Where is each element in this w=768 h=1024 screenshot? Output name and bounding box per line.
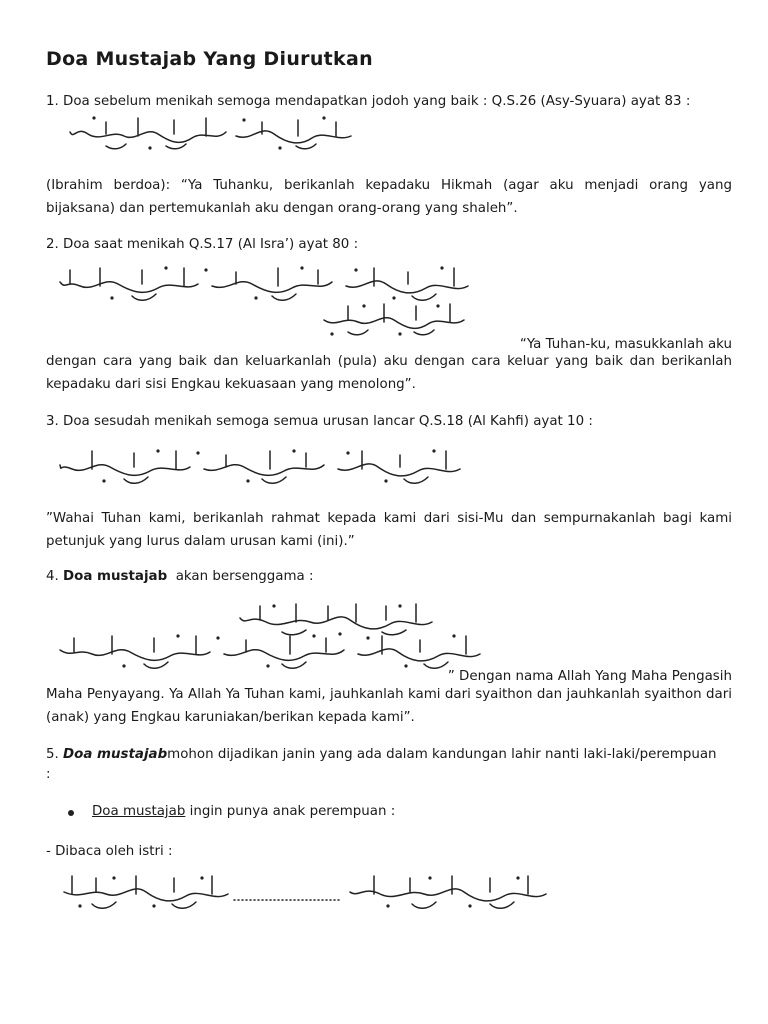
section-3-heading: 3. Doa sesudah menikah semoga semua urusan lancar Q.S.18 (Al Kahfi) ayat 10 :: [46, 414, 593, 429]
section-2-heading: 2. Doa saat menikah Q.S.17 (Al Isra’) ayat 80 :: [46, 237, 359, 252]
section-5-keyword: Doa mustajab: [63, 747, 168, 762]
section-4-keyword: Doa mustajab: [63, 569, 168, 584]
arabic-verse-1: [66, 112, 356, 154]
section-5-dash-note: - Dibaca oleh istri :: [46, 844, 173, 859]
section-1-heading: 1. Doa sebelum menikah semoga mendapatkan jodoh yang baik : Q.S.26 (Asy-Syuara) ayat 83 :: [46, 94, 691, 109]
section-4-translation-lead: ” Dengan nama Allah Yang Maha Pengasih: [447, 669, 732, 684]
bullet-dot: [68, 810, 74, 816]
section-5-bullet-rest: ingin punya anak perempuan :: [189, 804, 396, 819]
section-5-number: 5.: [46, 747, 59, 762]
arabic-verse-3: [56, 445, 466, 489]
section-4-heading: [46, 566, 732, 589]
section-4-number: 4.: [46, 569, 59, 584]
section-4-heading-rest: akan bersenggama :: [175, 569, 314, 584]
section-1-translation: (Ibrahim berdoa): “Ya Tuhanku, berikanlah kepadaku Hikmah (agar aku menjadi orang yang bijaksana) dan pertemukanlah aku dengan orang-orang yang shaleh”.: [46, 178, 732, 216]
section-4-translation: Maha Penyayang. Ya Allah Ya Tuhan kami, jauhkanlah kami dari syaithon dan jauhkanlah syaithon dari (anak) yang Engkau karuniakan/berikan kepada kami”.: [46, 687, 732, 725]
section-2-translation: dengan cara yang baik dan keluarkanlah (pula) aku dengan cara keluar yang baik dan berikanlah kepadaku dari sisi Engkau kekuasaan yang menolong”.: [46, 354, 732, 392]
section-2-translation-lead: “Ya Tuhan-ku, masukkanlah aku: [519, 337, 732, 352]
section-3-translation: ”Wahai Tuhan kami, berikanlah rahmat kepada kami dari sisi-Mu dan sempurnakanlah bagi kami petunjuk yang lurus dalam urusan kami (ini).”: [46, 511, 732, 549]
section-5-bullet: [92, 801, 732, 824]
arabic-verse-2a: [56, 262, 476, 304]
page-title: Doa Mustajab Yang Diurutkan: [46, 48, 373, 70]
arabic-verse-5: [58, 872, 552, 914]
document-page: [46, 0, 732, 1024]
doa-mustajab-link[interactable]: Doa mustajab: [92, 804, 186, 819]
arabic-verse-2b: [318, 300, 468, 338]
section-5-heading-rest: mohon dijadikan janin yang ada dalam kandungan lahir nanti laki-laki/perempuan: [167, 747, 717, 762]
section-5-colon: :: [46, 767, 51, 782]
